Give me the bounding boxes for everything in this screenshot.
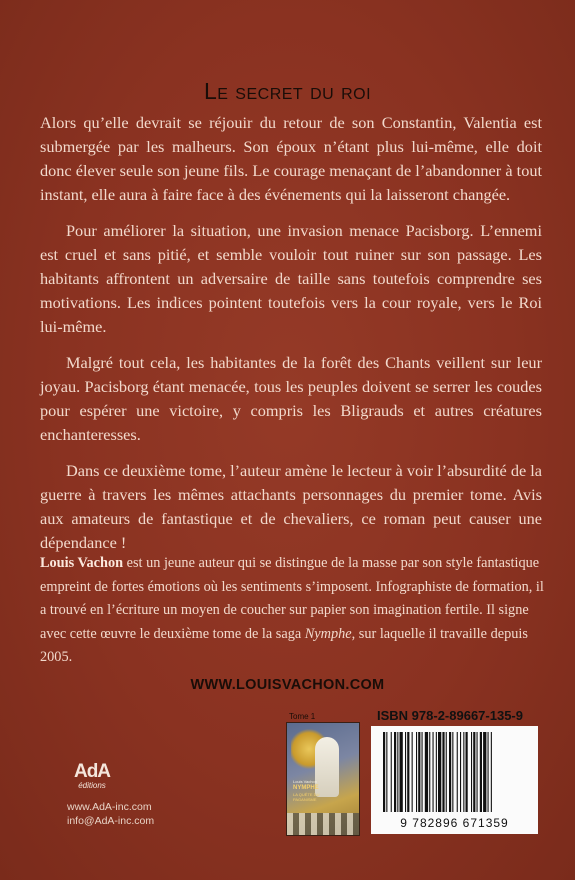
synopsis-paragraph: Alors qu’elle devrait se réjouir du retour de son Constantin, Valentia est submergée par les malheurs. Son époux n’étant plus lui-même, elle doit donc élever seule son jeune fils. Le courage menaçant de l’abandonner à tout instant, elle aura à faire face à des événements qui la laisseront changée. — [40, 113, 542, 204]
barcode-digits: 9 782896 671359 — [400, 816, 509, 830]
book-title: Le secret du roi — [203, 78, 372, 104]
synopsis-paragraph: Pour améliorer la situation, une invasion menace Pacisborg. L’ennemi est cruel et sans pitié, et semble vouloir tout ruiner sur son passage. Les habitants affrontent un adversaire de taille sans toutefois comprendre ses motivations. Les indices pointent toutefois vers la cour royale, vers le Roi lui-même. — [40, 221, 542, 336]
publisher-logo-sub: éditions — [78, 781, 106, 790]
synopsis — [40, 111, 542, 567]
publisher-web: www.AdA-inc.com — [67, 801, 152, 813]
tome-label: Tome 1 — [289, 712, 316, 721]
publisher-email: info@AdA-inc.com — [67, 815, 155, 827]
barcode-bars — [381, 732, 528, 812]
thumb-subtitle: LA QUÊTE DU PAGANISME — [293, 792, 320, 802]
isbn-label: ISBN 978-2-89667-135-9 — [377, 708, 523, 723]
barcode — [371, 726, 538, 834]
thumb-author: Louis Vachon — [293, 779, 317, 784]
author-bio — [40, 552, 550, 670]
synopsis-paragraph: Malgré tout cela, les habitantes de la forêt des Chants veillent sur leur joyau. Pacisborg étant menacée, tous les peuples doivent se serrer les coudes pour espérer une victoire, y compris les Bligrauds et autres créatures enchanteresses. — [40, 353, 542, 444]
checkered-ground — [287, 813, 359, 835]
publisher-contact — [67, 800, 154, 828]
synopsis-paragraph: Dans ce deuxième tome, l’auteur amène le lecteur à voir l’absurdité de la guerre à travers les mêmes attachants personnages du premier tome. Avis aux amateurs de fantastique et de chevaliers, ce roman peut causer une dépendance ! — [40, 461, 543, 552]
publisher-logo-mark: AdA — [73, 761, 111, 782]
thumb-title: NYMPHE — [293, 785, 319, 791]
bio-text-end: , sur laquelle il travaille depuis 2005. — [40, 625, 528, 665]
saga-name: Nymphe — [304, 625, 352, 642]
author-website: WWW.LOUISVACHON.COM — [190, 677, 385, 693]
bio-text: est un jeune auteur qui se distingue de la masse par son style fantastique empreint de fortes émotions où les sentiments s’imposent. Infographiste de formation, il a trouvé en l’écriture un moyen de coucher sur papier son imagination fertile. Il signe avec cette œuvre le deuxième tome de la saga — [40, 555, 544, 642]
publisher-logo — [70, 762, 114, 790]
tome-1-cover-thumbnail — [286, 722, 360, 836]
author-name: Louis Vachon — [40, 555, 124, 571]
